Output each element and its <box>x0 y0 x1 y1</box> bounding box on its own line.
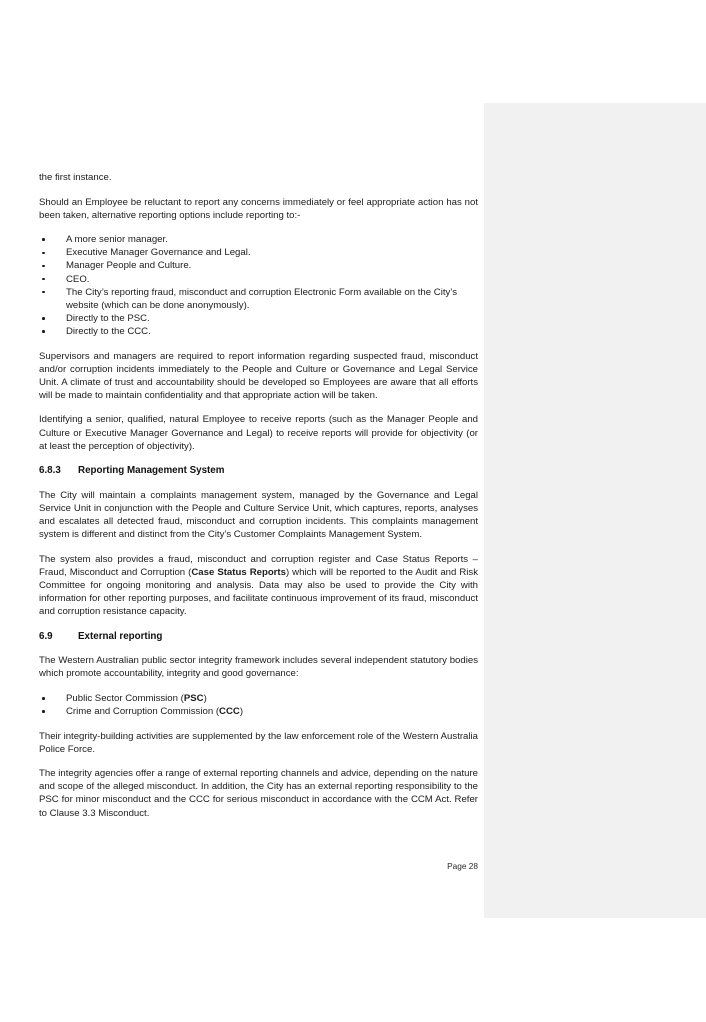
list-item-label: Executive Manager Governance and Legal. <box>66 247 251 259</box>
heading-number: 6.9 <box>39 630 53 642</box>
bullet-dot-icon <box>42 710 45 713</box>
list-item-label: Directly to the CCC. <box>66 325 151 337</box>
paragraph-integrity-agencies-channels: The integrity agencies offer a range of external reporting channels and advice, depending on the nature and scope of the alleged misconduct. In addition, the City has an external reporting responsibility to the PSC for minor misconduct and the CCC for serious misconduct in accordance with the CCM Act. Refer to Clause 3.3 Misconduct. <box>39 768 478 819</box>
list-item <box>39 233 478 246</box>
heading-external-reporting <box>39 630 478 643</box>
list-alternative-reporting-options <box>39 233 478 338</box>
heading-title: Reporting Management System <box>78 465 225 477</box>
paragraph-first-instance: the first instance. <box>39 172 112 183</box>
bullet-dot-icon <box>42 278 45 281</box>
list-item <box>39 273 478 286</box>
bullet-dot-icon <box>42 317 45 320</box>
list-item-label: CEO. <box>66 273 90 285</box>
list-item-label: A more senior manager. <box>66 234 168 246</box>
paragraph-supervisors-managers: Supervisors and managers are required to report information regarding suspected fraud, misconduct and/or corruption incidents immediately to the People and Culture or Governance and Legal Service Unit. A climate of trust and accountability should be developed so Employees are aware that all efforts will be made to maintain confidentiality and that appropriate action will be taken. <box>39 350 478 401</box>
list-item <box>39 705 478 718</box>
paragraph-reluctant-employee: Should an Employee be reluctant to report any concerns immediately or feel appropriate action has not been taken, alternative reporting options include reporting to:- <box>39 196 478 221</box>
list-item <box>39 312 478 325</box>
list-item <box>39 246 478 259</box>
paragraph-case-status-reports: The system also provides a fraud, misconduct and corruption register and Case Status Reports – Fraud, Misconduct and Corruption (Case Status Reports) which will be reported to the Audit and Risk Committee for ongoing monitoring and analysis. Data may also be used to provide the City with information for other reporting purposes, and facilitate continuous improvement of its fraud, misconduct and corruption resistance capacity. <box>39 553 479 618</box>
heading-number: 6.8.3 <box>39 465 61 477</box>
list-item <box>39 325 478 338</box>
heading-title: External reporting <box>78 630 163 642</box>
paragraph-identifying-senior-employee: Identifying a senior, qualified, natural Employee to receive reports (such as the Manager People and Culture or Executive Manager Governance and Legal) to receive reports will provide for objectivity (or at least the perception of objectivity). <box>39 414 478 452</box>
paragraph-integrity-framework: The Western Australian public sector integrity framework includes several independent statutory bodies which promote accountability, integrity and good governance: <box>39 655 478 680</box>
list-item-label: The City’s reporting fraud, misconduct and corruption Electronic Form available on the City’s website (which can be done anonymously). <box>66 286 458 311</box>
list-item-label: Directly to the PSC. <box>66 312 150 324</box>
bullet-dot-icon <box>42 252 45 255</box>
list-integrity-bodies <box>39 692 478 718</box>
bullet-dot-icon <box>42 330 45 333</box>
bullet-dot-icon <box>42 291 45 294</box>
list-item <box>39 286 478 312</box>
list-item <box>39 259 478 272</box>
document-text-column <box>39 171 478 820</box>
bullet-dot-icon <box>42 265 45 268</box>
list-item-label: Crime and Corruption Commission (CCC) <box>66 706 244 717</box>
list-item-label: Manager People and Culture. <box>66 260 192 272</box>
list-item <box>39 692 478 705</box>
bullet-dot-icon <box>42 238 45 241</box>
heading-reporting-management-system <box>39 464 478 477</box>
bullet-dot-icon <box>42 697 45 700</box>
list-item-label: Public Sector Commission (PSC) <box>66 692 207 704</box>
paragraph-complaints-management-system: The City will maintain a complaints management system, managed by the Governance and Legal Service Unit in conjunction with the People and Culture Service Unit, which captures, reports, analyses and escalates all detected fraud, misconduct and corruption incidents. This complaints management system is different and distinct from the City’s Customer Complaints Management System. <box>39 489 478 541</box>
right-side-panel <box>484 103 706 918</box>
paragraph-integrity-building-activities: Their integrity-building activities are supplemented by the law enforcement role of the Western Australia Police Force. <box>39 730 478 755</box>
page-number: Page 28 <box>447 861 478 871</box>
